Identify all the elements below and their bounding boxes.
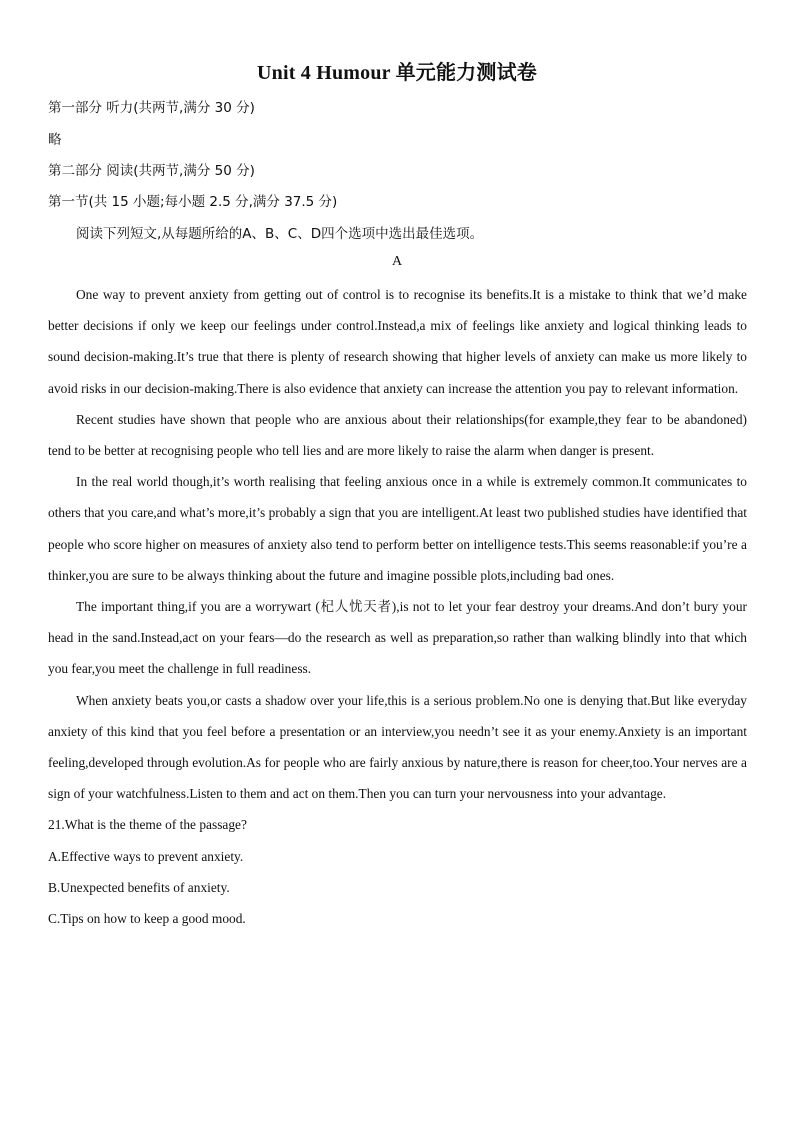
paragraph: When anxiety beats you,or casts a shadow over your life,this is a serious problem.No one is denying that.But like everyday anxiety of this kind that you feel before a presentation or an interview,you needn’t see it as your enemy.Anxiety is an important feeling,developed through evolution.As for people who are fairly anxious by nature,there is reason for cheer,too.Your nerves are a sign of your watchfulness.Listen to them and act on them.Then you can turn your nervousness into your advantage. [48,692,747,802]
question-text: 21.What is the theme of the passage? [48,817,247,833]
option-b: B.Unexpected benefits of anxiety. [48,879,230,895]
option-c: C.Tips on how to keep a good mood. [48,911,246,927]
part-one-heading: 第一节(共 15 小题;每小题 2.5 分,满分 37.5 分) [48,194,338,210]
paragraph: The important thing,if you are a worrywart (杞人忧天者),is not to let your fear destroy your dreams.And don’t bury your head in the sand.Instead,act on your fears—do the research as well as preparation,so rather than walking blindly into that which you fear,you meet the challenge in full readiness. [48,599,747,677]
option-a: A.Effective ways to prevent anxiety. [48,848,244,864]
page-title: Unit 4 Humour 单元能力测试卷 [257,62,537,84]
paragraph: Recent studies have shown that people who are anxious about their relationships(for example,they fear to be abandoned) tend to be better at recognising people who tell lies and are more likely to raise the alarm when danger is present. [48,411,747,459]
passage-label: A [391,254,403,269]
paragraph: In the real world though,it’s worth realising that feeling anxious once in a while is extremely common.It communicates to others that you care,and what’s more,it’s probably a sign that you are intelligent.At least two published studies have identified that people who score higher on measures of anxiety also tend to perform better on intelligence tests.This seems reasonable:if you’re a thinker,you are sure to be always thinking about the future and imagine possible plots,including bad ones. [48,474,747,583]
section-reading-heading: 第二部分 阅读(共两节,满分 50 分) [48,163,255,179]
passage-body [48,279,747,934]
omitted-note: 略 [48,132,62,148]
instruction-text: 阅读下列短文,从每题所给的A、B、C、D四个选项中选出最佳选项。 [76,226,484,242]
section-listening-heading: 第一部分 听力(共两节,满分 30 分) [48,100,255,116]
paragraph: One way to prevent anxiety from getting out of control is to recognise its benefits.It is a mistake to think that we’d make better decisions if only we keep our feelings under control.Instead,a mix of feelings like anxiety and logical thinking leads to sound decision-making.It’s true that there is plenty of research showing that higher levels of anxiety can make us more likely to avoid risks in our decision-making.There is also evidence that anxiety can increase the attention you pay to relevant information. [48,287,747,396]
